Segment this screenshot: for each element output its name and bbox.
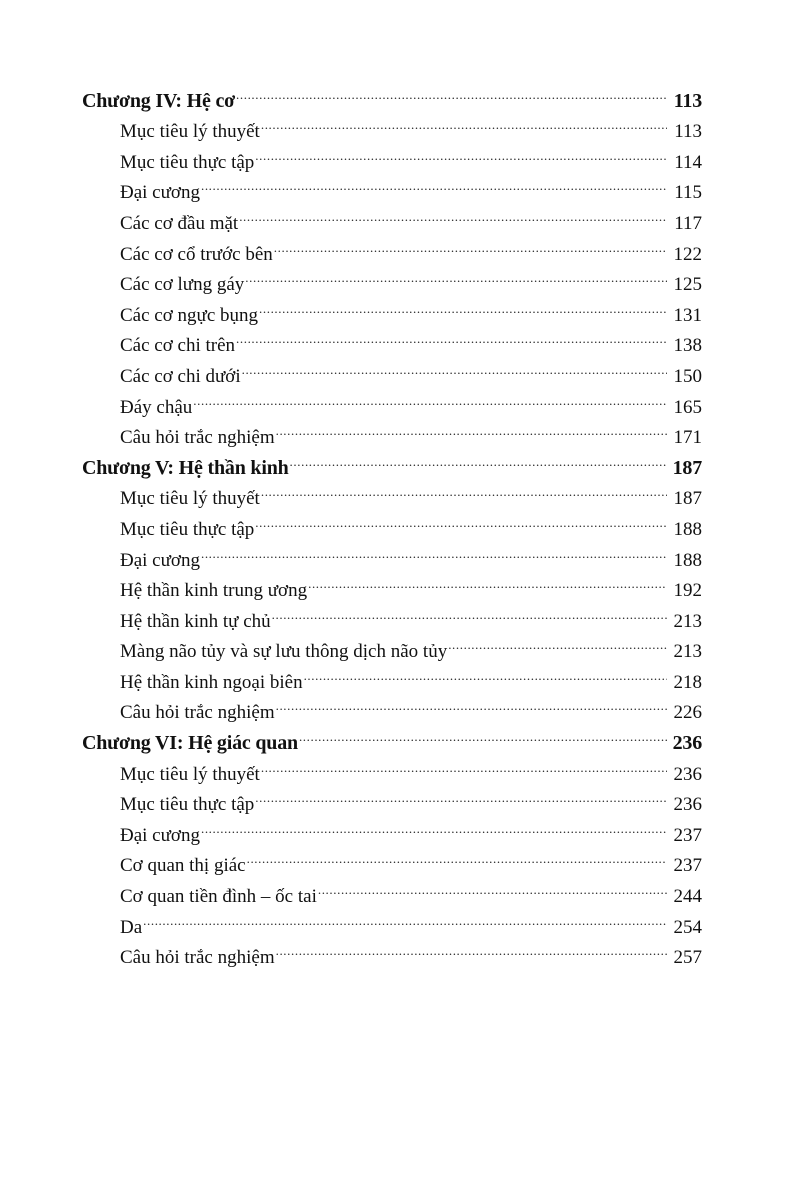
toc-page-number: 125 <box>673 274 702 296</box>
toc-page-number: 114 <box>674 151 702 173</box>
toc-page-number: 131 <box>673 304 702 326</box>
toc-entry-title: Hệ thần kinh tự chủ <box>120 610 271 632</box>
dot-leader <box>304 657 667 688</box>
dot-leader <box>261 474 667 505</box>
dot-leader <box>261 749 667 780</box>
toc-entry-title: Mục tiêu thực tập <box>120 794 255 816</box>
dot-leader <box>272 596 667 627</box>
toc-entry-title: Đại cương <box>120 824 200 846</box>
dot-leader <box>245 260 667 291</box>
toc-entry-title: Cơ quan tiền đình – ốc tai <box>120 886 317 908</box>
dot-leader <box>276 688 667 719</box>
toc-entry-title: Các cơ chi dưới <box>120 365 241 387</box>
toc-entry-title: Màng não tủy và sự lưu thông dịch não tủy <box>120 641 448 663</box>
toc-entry-title: Chương V: Hệ thần kinh <box>82 456 289 479</box>
toc-entry-title: Mục tiêu thực tập <box>120 151 255 173</box>
dot-leader <box>308 566 667 597</box>
toc-section-row <box>82 902 702 938</box>
toc-entry-title: Chương IV: Hệ cơ <box>82 89 236 112</box>
toc-page-number: 236 <box>673 794 702 816</box>
toc-page-number: 188 <box>673 518 702 540</box>
toc-page-number: 117 <box>674 212 702 234</box>
toc-entry-title: Câu hỏi trắc nghiệm <box>120 702 275 724</box>
toc-page-number: 187 <box>673 488 702 510</box>
toc-page-number: 237 <box>673 855 702 877</box>
dot-leader <box>201 535 667 566</box>
dot-leader <box>276 413 667 444</box>
toc-entry-title: Mục tiêu lý thuyết <box>120 488 260 510</box>
toc-entry-title: Câu hỏi trắc nghiệm <box>120 427 275 449</box>
toc-page-number: 236 <box>672 732 702 755</box>
toc-entry-title: Đáy chậu <box>120 396 193 418</box>
toc-page-number: 257 <box>673 947 702 969</box>
toc-entry-title: Các cơ đầu mặt <box>120 212 239 234</box>
toc-entry-title: Câu hỏi trắc nghiệm <box>120 947 275 969</box>
dot-leader <box>276 933 667 964</box>
dot-leader <box>318 871 667 902</box>
toc-page-number: 171 <box>673 427 702 449</box>
toc-entry-title: Đại cương <box>120 182 200 204</box>
toc-entry-title: Các cơ lưng gáy <box>120 274 245 296</box>
toc-entry-title: Các cơ cổ trước bên <box>120 243 273 265</box>
toc-entry-title: Đại cương <box>120 549 200 571</box>
dot-leader <box>236 321 667 352</box>
toc-entry-title: Mục tiêu thực tập <box>120 518 255 540</box>
dot-leader <box>290 443 667 474</box>
toc-page-number: 213 <box>673 641 702 663</box>
toc-page-number: 122 <box>673 243 702 265</box>
toc-page-number: 187 <box>672 456 702 479</box>
dot-leader <box>259 290 667 321</box>
toc-page-number: 192 <box>673 580 702 602</box>
toc-entry-title: Hệ thần kinh ngoại biên <box>120 671 303 693</box>
table-of-contents <box>82 76 702 969</box>
toc-page-number: 113 <box>674 121 702 143</box>
toc-entry-title: Các cơ chi trên <box>120 335 236 357</box>
dot-leader <box>242 351 667 382</box>
dot-leader <box>299 718 667 749</box>
toc-entry-title: Hệ thần kinh trung ương <box>120 580 308 602</box>
toc-page-number: 218 <box>673 671 702 693</box>
toc-section-row <box>82 933 702 969</box>
dot-leader <box>239 198 667 229</box>
dot-leader <box>261 107 667 138</box>
dot-leader <box>255 780 667 811</box>
toc-page-number: 237 <box>673 824 702 846</box>
toc-page-number: 254 <box>673 916 702 938</box>
dot-leader <box>201 168 667 199</box>
toc-page-number: 115 <box>674 182 702 204</box>
toc-page-number: 213 <box>673 610 702 632</box>
toc-entry-title: Mục tiêu lý thuyết <box>120 121 260 143</box>
toc-entry-title: Mục tiêu lý thuyết <box>120 763 260 785</box>
toc-page-number: 165 <box>673 396 702 418</box>
dot-leader <box>201 810 667 841</box>
toc-entry-title: Cơ quan thị giác <box>120 855 246 877</box>
dot-leader <box>247 841 667 872</box>
dot-leader <box>255 504 667 535</box>
toc-page-number: 236 <box>673 763 702 785</box>
dot-leader <box>274 229 667 260</box>
toc-page-number: 244 <box>673 886 702 908</box>
dot-leader <box>143 902 667 933</box>
toc-page-number: 226 <box>673 702 702 724</box>
dot-leader <box>448 627 667 658</box>
dot-leader <box>255 137 667 168</box>
toc-page-number: 188 <box>673 549 702 571</box>
toc-page-number: 138 <box>673 335 702 357</box>
toc-entry-title: Chương VI: Hệ giác quan <box>82 732 298 755</box>
dot-leader <box>193 382 667 413</box>
dot-leader <box>236 76 667 107</box>
toc-entry-title: Da <box>120 916 143 938</box>
toc-page-number: 113 <box>673 89 702 112</box>
toc-chapter-row <box>82 76 702 112</box>
toc-page-number: 150 <box>673 365 702 387</box>
toc-entry-title: Các cơ ngực bụng <box>120 304 259 326</box>
